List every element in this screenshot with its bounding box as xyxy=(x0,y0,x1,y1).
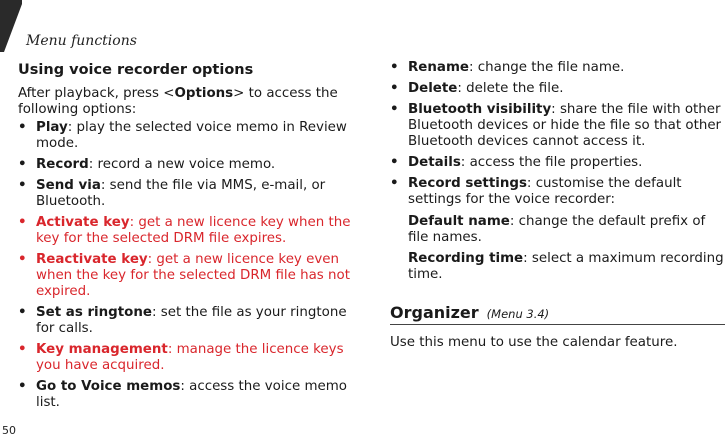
list-item xyxy=(390,155,725,171)
bullet-icon: • xyxy=(18,379,27,394)
option-description: : record a new voice memo. xyxy=(88,157,276,172)
options-list xyxy=(18,120,358,411)
option-term: Key management xyxy=(36,342,168,357)
bullet-icon: • xyxy=(18,252,27,267)
option-description: : send the file via MMS, e-mail, or Bluetooth. xyxy=(36,178,326,209)
organizer-description: Use this menu to use the calendar feature. xyxy=(390,335,678,350)
option-description: : get a new licence key when the key for the selected DRM file expires. xyxy=(36,215,351,246)
option-term: Set as ringtone xyxy=(36,305,152,320)
list-item xyxy=(390,60,725,76)
option-description: : get a new licence key even when the key for the selected DRM file has not expired. xyxy=(36,252,350,299)
list-item xyxy=(18,178,358,210)
option-term: Record xyxy=(36,157,89,172)
list-item xyxy=(18,252,358,300)
bullet-icon: • xyxy=(18,215,27,230)
page-header xyxy=(0,0,727,52)
list-item xyxy=(390,81,725,97)
option-term: Rename xyxy=(408,60,469,75)
right-column xyxy=(390,60,725,351)
list-item xyxy=(18,215,358,247)
organizer-title: Organizer xyxy=(390,303,479,322)
option-term: Details xyxy=(408,155,461,170)
list-item xyxy=(18,157,358,173)
sub-item xyxy=(390,214,725,246)
option-description: : customise the default settings for the voice recorder: xyxy=(408,176,682,207)
sub-item xyxy=(390,251,725,283)
option-description: : set the file as your ringtone for calls. xyxy=(36,305,347,336)
list-item xyxy=(18,379,358,411)
option-term: Send via xyxy=(36,178,101,193)
bullet-icon: • xyxy=(18,342,27,357)
option-description: : change the file name. xyxy=(469,60,625,75)
sub-item-term: Recording time xyxy=(408,251,524,266)
page-number: 50 xyxy=(2,424,16,437)
bullet-icon: • xyxy=(18,305,27,320)
options-list-continued xyxy=(390,60,725,208)
option-term: Delete xyxy=(408,81,458,96)
option-term: Activate key xyxy=(36,215,130,230)
sub-item-term: Default name xyxy=(408,214,510,229)
options-key-label: Options xyxy=(174,86,234,101)
left-column xyxy=(18,60,358,416)
list-item xyxy=(390,176,725,208)
intro-text: After playback, press <Options> to access the following options: xyxy=(18,86,338,117)
option-description: : access the file properties. xyxy=(460,155,643,170)
list-item xyxy=(18,305,358,337)
section-heading: Using voice recorder options xyxy=(18,62,254,78)
record-settings-sublist xyxy=(390,214,725,283)
option-term: Go to Voice memos xyxy=(36,379,181,394)
option-term: Play xyxy=(36,120,68,135)
option-description: : manage the licence keys you have acquired. xyxy=(36,342,344,373)
option-term: Record settings xyxy=(408,176,527,191)
option-term: Reactivate key xyxy=(36,252,148,267)
bullet-icon: • xyxy=(390,60,399,75)
list-item xyxy=(18,342,358,374)
option-description: : play the selected voice memo in Review mode. xyxy=(36,120,347,151)
bullet-icon: • xyxy=(390,176,399,191)
organizer-heading xyxy=(390,303,725,325)
organizer-menu-ref: (Menu 3.4) xyxy=(486,307,550,321)
bullet-icon: • xyxy=(18,157,27,172)
option-term: Bluetooth visibility xyxy=(408,102,552,117)
bullet-icon: • xyxy=(18,120,27,135)
header-title: Menu functions xyxy=(26,33,137,49)
sub-item-description: : select a maximum recording time. xyxy=(408,251,724,282)
bullet-icon: • xyxy=(18,178,27,193)
option-description: : access the voice memo list. xyxy=(36,379,347,410)
list-item xyxy=(390,102,725,150)
sub-item-description: : change the default prefix of file names. xyxy=(408,214,706,245)
bullet-icon: • xyxy=(390,102,399,117)
option-description: : delete the file. xyxy=(457,81,564,96)
bullet-icon: • xyxy=(390,81,399,96)
bullet-icon: • xyxy=(390,155,399,170)
option-description: : share the file with other Bluetooth devices or hide the file so that other Bluetooth devices cannot access it. xyxy=(408,102,722,149)
list-item xyxy=(18,120,358,152)
